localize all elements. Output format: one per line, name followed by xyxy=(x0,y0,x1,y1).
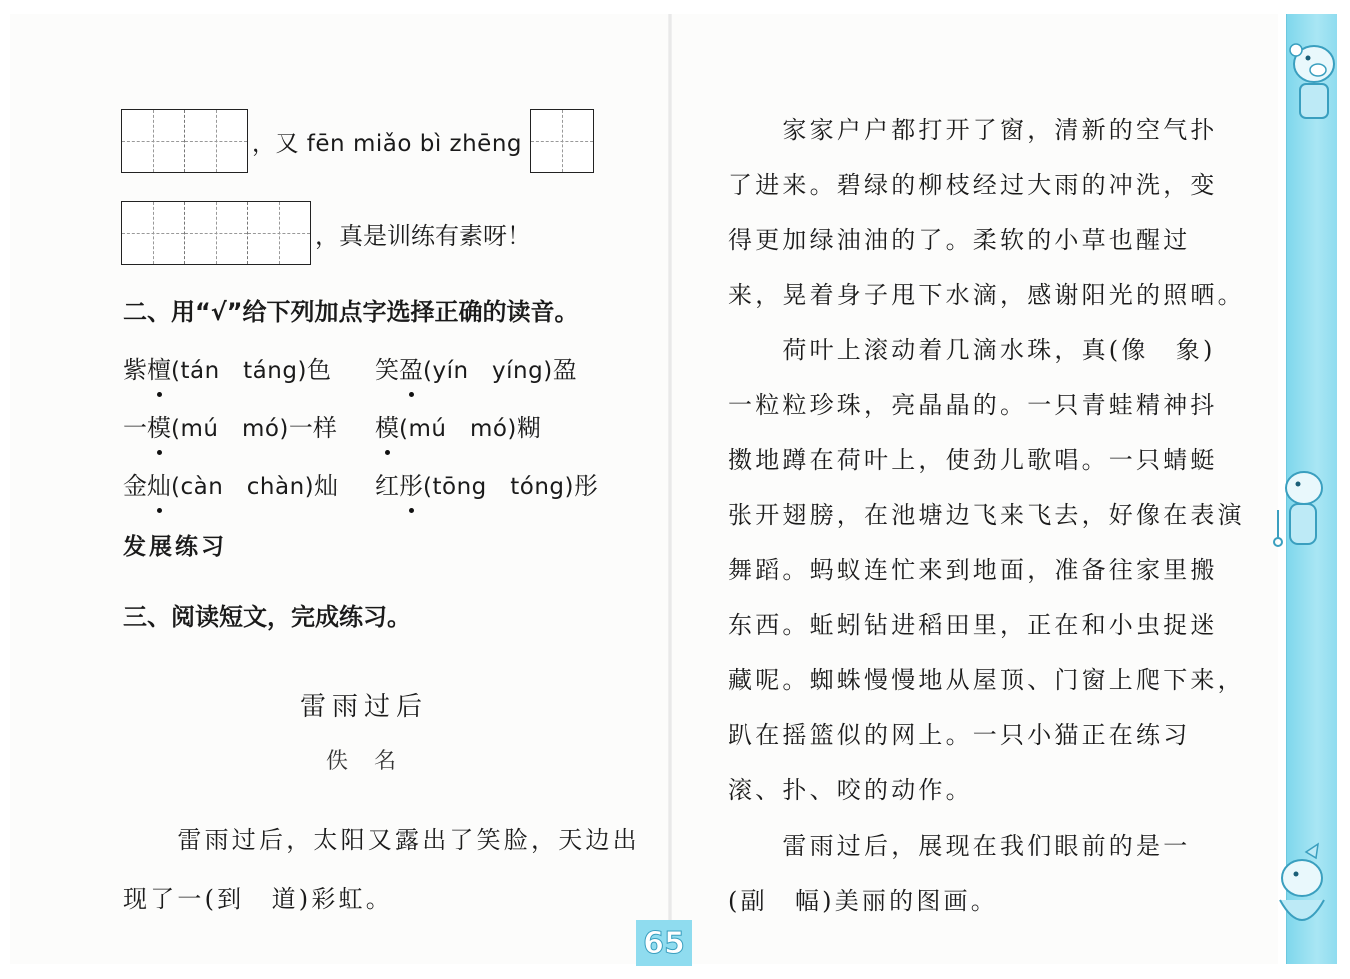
answer-line-2 xyxy=(121,201,531,265)
pinyin-item: 红彤(tōng tóng)彤 xyxy=(375,466,598,501)
passage-line: 东西。蚯蚓钻进稻田里，正在和小虫捉迷 xyxy=(728,611,1218,639)
passage-line: 了进来。碧绿的柳枝经过大雨的冲洗，变 xyxy=(728,171,1218,199)
answer-line-1 xyxy=(121,109,594,173)
passage-line: 雷雨过后，展现在我们眼前的是一 xyxy=(728,832,1191,860)
passage-line: 得更加绿油油的了。柔软的小草也醒过 xyxy=(728,226,1191,254)
passage-line: 来，晃着身子甩下水滴，感谢阳光的照晒。 xyxy=(728,281,1245,309)
passage-line: 趴在摇篮似的网上。一只小猫正在练习 xyxy=(728,721,1191,749)
passage-line: 擞地蹲在荷叶上，使劲儿歌唱。一只蜻蜓 xyxy=(728,446,1218,474)
pinyin-prompt: ，又 fēn miǎo bì zhēng xyxy=(252,130,522,157)
writing-box-2[interactable] xyxy=(121,109,248,173)
passage-line: 荷叶上滚动着几滴水珠，真(像 象) xyxy=(728,336,1216,364)
pinyin-item: 模(mú mó)糊 xyxy=(375,408,541,443)
passage-line: 藏呢。蜘蛛慢慢地从屋顶、门窗上爬下来， xyxy=(728,666,1245,694)
pinyin-item: 金灿(càn chàn)灿 xyxy=(123,466,338,501)
question-3-heading: 三、阅读短文，完成练习。 xyxy=(123,603,411,631)
passage-line: 雷雨过后，太阳又露出了笑脸，天边出 xyxy=(123,826,640,854)
dog-mascot-icon xyxy=(1266,460,1336,560)
pig-mascot-icon xyxy=(1284,30,1340,130)
passage-author: 佚名 xyxy=(326,749,423,774)
passage-line: 张开翅膀，在池塘边飞来飞去，好像在表演 xyxy=(728,501,1245,529)
sentence-ending: ，真是训练有素呀！ xyxy=(315,221,531,250)
passage-line: 舞蹈。蚂蚁连忙来到地面，准备往家里搬 xyxy=(728,556,1218,584)
question-2-heading: 二、用“√”给下列加点字选择正确的读音。 xyxy=(123,298,579,326)
section-title: 发展练习 xyxy=(123,534,227,560)
passage-line: 滚、扑、咬的动作。 xyxy=(728,776,973,804)
pinyin-item: 紫檀(tán táng)色 xyxy=(123,350,331,385)
bird-mascot-icon xyxy=(1266,840,1336,950)
page-gutter xyxy=(668,14,672,964)
passage-title: 雷雨过后 xyxy=(300,692,429,722)
passage-line: 现了一(到 道)彩虹。 xyxy=(123,885,393,913)
passage-line: (副 幅)美丽的图画。 xyxy=(728,887,998,915)
page-number: 65 xyxy=(636,920,692,966)
passage-line: 一粒粒珍珠，亮晶晶的。一只青蛙精神抖 xyxy=(728,391,1218,419)
writing-box-3[interactable] xyxy=(121,201,311,265)
writing-box-1[interactable] xyxy=(530,109,594,173)
pinyin-item: 一模(mú mó)一样 xyxy=(123,408,337,443)
passage-line: 家家户户都打开了窗，清新的空气扑 xyxy=(728,116,1218,144)
pinyin-item: 笑盈(yín yíng)盈 xyxy=(375,350,577,385)
